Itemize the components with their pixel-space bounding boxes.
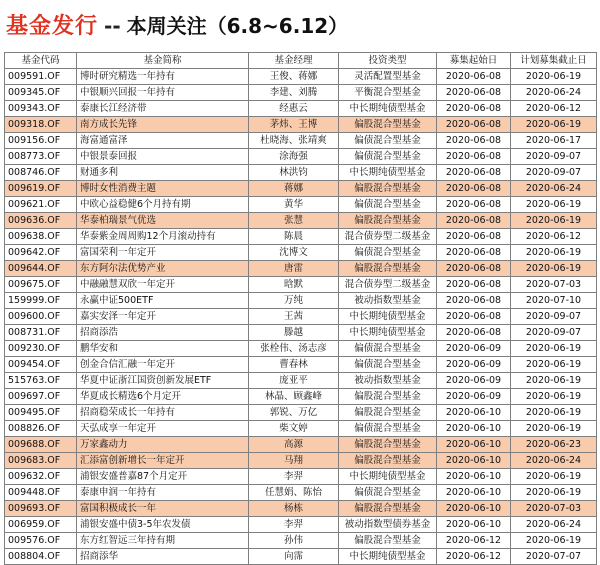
fund-manager-cell: 马翔 bbox=[249, 453, 339, 469]
fund-manager-cell: 张栓伟、汤志彦 bbox=[249, 341, 339, 357]
fund-type-cell: 混合债券型二级基金 bbox=[339, 229, 437, 245]
column-header-name: 基金简称 bbox=[77, 53, 249, 69]
fund-name-cell: 南方成长先锋 bbox=[77, 117, 249, 133]
fund-manager-cell: 蒋娜 bbox=[249, 181, 339, 197]
fund-table bbox=[4, 52, 597, 565]
fund-manager-cell: 晗默 bbox=[249, 277, 339, 293]
fund-type-cell: 偏股混合型基金 bbox=[339, 533, 437, 549]
table-body bbox=[5, 69, 597, 565]
start-date-cell: 2020-06-08 bbox=[437, 325, 511, 341]
fund-type-cell: 偏债混合型基金 bbox=[339, 197, 437, 213]
fund-manager-cell: 林洪钧 bbox=[249, 165, 339, 181]
fund-type-cell: 偏股混合型基金 bbox=[339, 181, 437, 197]
fund-name-cell: 鹏华安和 bbox=[77, 341, 249, 357]
fund-manager-cell: 李建、刘腾 bbox=[249, 85, 339, 101]
fund-type-cell: 中长期纯债型基金 bbox=[339, 309, 437, 325]
column-header-type: 投资类型 bbox=[339, 53, 437, 69]
start-date-cell: 2020-06-08 bbox=[437, 133, 511, 149]
fund-manager-cell: 唐雷 bbox=[249, 261, 339, 277]
table-row bbox=[5, 213, 597, 229]
fund-code-cell: 009693.OF bbox=[5, 501, 77, 517]
fund-type-cell: 偏股混合型基金 bbox=[339, 453, 437, 469]
table-row bbox=[5, 293, 597, 309]
table-row bbox=[5, 357, 597, 373]
fund-manager-cell: 茅炜、王博 bbox=[249, 117, 339, 133]
fund-name-cell: 招商添华 bbox=[77, 549, 249, 565]
fund-manager-cell: 王俊、蒋娜 bbox=[249, 69, 339, 85]
end-date-cell: 2020-07-07 bbox=[511, 549, 597, 565]
fund-code-cell: 009591.OF bbox=[5, 69, 77, 85]
start-date-cell: 2020-06-08 bbox=[437, 229, 511, 245]
table-row bbox=[5, 373, 597, 389]
fund-type-cell: 中长期纯债型基金 bbox=[339, 549, 437, 565]
fund-name-cell: 华泰紫金周周购12个月滚动持有 bbox=[77, 229, 249, 245]
fund-type-cell: 偏债混合型基金 bbox=[339, 341, 437, 357]
fund-manager-cell: 曹春林 bbox=[249, 357, 339, 373]
table-row bbox=[5, 229, 597, 245]
fund-code-cell: 009454.OF bbox=[5, 357, 77, 373]
start-date-cell: 2020-06-08 bbox=[437, 261, 511, 277]
fund-code-cell: 009156.OF bbox=[5, 133, 77, 149]
table-row bbox=[5, 181, 597, 197]
end-date-cell: 2020-07-10 bbox=[511, 293, 597, 309]
fund-type-cell: 偏股混合型基金 bbox=[339, 501, 437, 517]
end-date-cell: 2020-06-19 bbox=[511, 533, 597, 549]
table-row bbox=[5, 405, 597, 421]
fund-manager-cell: 杨栋 bbox=[249, 501, 339, 517]
fund-type-cell: 偏股混合型基金 bbox=[339, 117, 437, 133]
end-date-cell: 2020-06-19 bbox=[511, 373, 597, 389]
end-date-cell: 2020-06-19 bbox=[511, 469, 597, 485]
start-date-cell: 2020-06-08 bbox=[437, 69, 511, 85]
table-header-row bbox=[5, 53, 597, 69]
end-date-cell: 2020-09-07 bbox=[511, 165, 597, 181]
fund-code-cell: 008826.OF bbox=[5, 421, 77, 437]
fund-type-cell: 中长期纯债型基金 bbox=[339, 165, 437, 181]
start-date-cell: 2020-06-10 bbox=[437, 453, 511, 469]
column-header-manager: 基金经理 bbox=[249, 53, 339, 69]
fund-name-cell: 招商稳荣成长一年持有 bbox=[77, 405, 249, 421]
fund-name-cell: 中银景泰回报 bbox=[77, 149, 249, 165]
fund-manager-cell: 高源 bbox=[249, 437, 339, 453]
fund-name-cell: 浦银安盛中债3-5年农发债 bbox=[77, 517, 249, 533]
start-date-cell: 2020-06-10 bbox=[437, 421, 511, 437]
end-date-cell: 2020-06-17 bbox=[511, 133, 597, 149]
table-row bbox=[5, 117, 597, 133]
start-date-cell: 2020-06-08 bbox=[437, 117, 511, 133]
fund-code-cell: 009675.OF bbox=[5, 277, 77, 293]
fund-manager-cell: 沈博文 bbox=[249, 245, 339, 261]
end-date-cell: 2020-06-19 bbox=[511, 197, 597, 213]
fund-name-cell: 华夏成长精选6个月定开 bbox=[77, 389, 249, 405]
start-date-cell: 2020-06-09 bbox=[437, 357, 511, 373]
fund-type-cell: 偏债混合型基金 bbox=[339, 421, 437, 437]
fund-type-cell: 偏股混合型基金 bbox=[339, 437, 437, 453]
fund-code-cell: 009621.OF bbox=[5, 197, 77, 213]
fund-type-cell: 偏股混合型基金 bbox=[339, 389, 437, 405]
start-date-cell: 2020-06-08 bbox=[437, 213, 511, 229]
end-date-cell: 2020-06-12 bbox=[511, 229, 597, 245]
table-row bbox=[5, 469, 597, 485]
fund-type-cell: 灵活配置型基金 bbox=[339, 69, 437, 85]
fund-manager-cell: 涂海强 bbox=[249, 149, 339, 165]
fund-name-cell: 浦银安盛普嘉87个月定开 bbox=[77, 469, 249, 485]
end-date-cell: 2020-06-19 bbox=[511, 117, 597, 133]
start-date-cell: 2020-06-08 bbox=[437, 181, 511, 197]
title-main: 基金发行 bbox=[6, 14, 99, 39]
table-row bbox=[5, 453, 597, 469]
fund-type-cell: 偏债混合型基金 bbox=[339, 245, 437, 261]
fund-code-cell: 009576.OF bbox=[5, 533, 77, 549]
fund-name-cell: 华夏中证浙江国资创新发展ETF bbox=[77, 373, 249, 389]
fund-code-cell: 009495.OF bbox=[5, 405, 77, 421]
fund-code-cell: 009318.OF bbox=[5, 117, 77, 133]
end-date-cell: 2020-06-19 bbox=[511, 421, 597, 437]
fund-code-cell: 009619.OF bbox=[5, 181, 77, 197]
fund-name-cell: 东方阿尔法优势产业 bbox=[77, 261, 249, 277]
fund-type-cell: 被动指数型基金 bbox=[339, 293, 437, 309]
table-row bbox=[5, 245, 597, 261]
fund-type-cell: 偏债混合型基金 bbox=[339, 133, 437, 149]
table-row bbox=[5, 485, 597, 501]
fund-name-cell: 中欧心益稳健6个月持有期 bbox=[77, 197, 249, 213]
start-date-cell: 2020-06-09 bbox=[437, 389, 511, 405]
end-date-cell: 2020-07-03 bbox=[511, 501, 597, 517]
fund-name-cell: 天弘成享一年定开 bbox=[77, 421, 249, 437]
end-date-cell: 2020-06-19 bbox=[511, 69, 597, 85]
fund-name-cell: 泰康长江经济带 bbox=[77, 101, 249, 117]
start-date-cell: 2020-06-08 bbox=[437, 101, 511, 117]
start-date-cell: 2020-06-08 bbox=[437, 197, 511, 213]
fund-type-cell: 平衡混合型基金 bbox=[339, 85, 437, 101]
fund-code-cell: 009688.OF bbox=[5, 437, 77, 453]
fund-name-cell: 博时女性消费主题 bbox=[77, 181, 249, 197]
fund-code-cell: 008746.OF bbox=[5, 165, 77, 181]
end-date-cell: 2020-06-19 bbox=[511, 245, 597, 261]
fund-code-cell: 009448.OF bbox=[5, 485, 77, 501]
table-row bbox=[5, 309, 597, 325]
fund-code-cell: 009697.OF bbox=[5, 389, 77, 405]
fund-manager-cell: 张慧 bbox=[249, 213, 339, 229]
fund-manager-cell: 杜晓海、张靖爽 bbox=[249, 133, 339, 149]
fund-name-cell: 万家鑫动力 bbox=[77, 437, 249, 453]
end-date-cell: 2020-06-19 bbox=[511, 261, 597, 277]
start-date-cell: 2020-06-08 bbox=[437, 293, 511, 309]
start-date-cell: 2020-06-08 bbox=[437, 165, 511, 181]
table-row bbox=[5, 69, 597, 85]
fund-name-cell: 博时研究精选一年持有 bbox=[77, 69, 249, 85]
fund-code-cell: 009642.OF bbox=[5, 245, 77, 261]
fund-type-cell: 偏股混合型基金 bbox=[339, 261, 437, 277]
table-row bbox=[5, 85, 597, 101]
fund-type-cell: 偏股混合型基金 bbox=[339, 405, 437, 421]
fund-name-cell: 富国积极成长一年 bbox=[77, 501, 249, 517]
fund-manager-cell: 经惠云 bbox=[249, 101, 339, 117]
start-date-cell: 2020-06-12 bbox=[437, 533, 511, 549]
fund-code-cell: 009343.OF bbox=[5, 101, 77, 117]
fund-code-cell: 009230.OF bbox=[5, 341, 77, 357]
start-date-cell: 2020-06-10 bbox=[437, 485, 511, 501]
fund-type-cell: 偏债混合型基金 bbox=[339, 149, 437, 165]
fund-name-cell: 华泰柏瑞景气优选 bbox=[77, 213, 249, 229]
start-date-cell: 2020-06-10 bbox=[437, 405, 511, 421]
table-row bbox=[5, 437, 597, 453]
start-date-cell: 2020-06-08 bbox=[437, 245, 511, 261]
table-row bbox=[5, 549, 597, 565]
fund-code-cell: 006959.OF bbox=[5, 517, 77, 533]
table-row bbox=[5, 261, 597, 277]
start-date-cell: 2020-06-09 bbox=[437, 373, 511, 389]
fund-name-cell: 海富通富泽 bbox=[77, 133, 249, 149]
fund-name-cell: 永赢中证500ETF bbox=[77, 293, 249, 309]
end-date-cell: 2020-06-23 bbox=[511, 437, 597, 453]
fund-name-cell: 泰康申润一年持有 bbox=[77, 485, 249, 501]
fund-name-cell: 中融融慧双欣一年定开 bbox=[77, 277, 249, 293]
end-date-cell: 2020-06-24 bbox=[511, 453, 597, 469]
fund-code-cell: 008804.OF bbox=[5, 549, 77, 565]
fund-name-cell: 招商添浩 bbox=[77, 325, 249, 341]
start-date-cell: 2020-06-10 bbox=[437, 501, 511, 517]
end-date-cell: 2020-06-24 bbox=[511, 517, 597, 533]
fund-code-cell: 009600.OF bbox=[5, 309, 77, 325]
end-date-cell: 2020-06-12 bbox=[511, 101, 597, 117]
table-row bbox=[5, 421, 597, 437]
page-title bbox=[6, 8, 348, 44]
end-date-cell: 2020-06-19 bbox=[511, 341, 597, 357]
fund-name-cell: 财通多利 bbox=[77, 165, 249, 181]
fund-manager-cell: 向霈 bbox=[249, 549, 339, 565]
fund-code-cell: 009644.OF bbox=[5, 261, 77, 277]
fund-code-cell: 008731.OF bbox=[5, 325, 77, 341]
start-date-cell: 2020-06-08 bbox=[437, 85, 511, 101]
end-date-cell: 2020-07-03 bbox=[511, 277, 597, 293]
table-row bbox=[5, 389, 597, 405]
fund-type-cell: 中长期纯债型基金 bbox=[339, 325, 437, 341]
start-date-cell: 2020-06-12 bbox=[437, 549, 511, 565]
end-date-cell: 2020-09-07 bbox=[511, 325, 597, 341]
fund-type-cell: 中长期纯债型基金 bbox=[339, 101, 437, 117]
end-date-cell: 2020-09-07 bbox=[511, 149, 597, 165]
fund-manager-cell: 林晶、顾鑫峰 bbox=[249, 389, 339, 405]
fund-manager-cell: 滕越 bbox=[249, 325, 339, 341]
fund-name-cell: 东方红智远三年持有期 bbox=[77, 533, 249, 549]
fund-type-cell: 被动指数型债券基金 bbox=[339, 517, 437, 533]
fund-code-cell: 009345.OF bbox=[5, 85, 77, 101]
column-header-end: 计划募集截止日 bbox=[511, 53, 597, 69]
start-date-cell: 2020-06-10 bbox=[437, 437, 511, 453]
column-header-code: 基金代码 bbox=[5, 53, 77, 69]
end-date-cell: 2020-06-19 bbox=[511, 213, 597, 229]
end-date-cell: 2020-09-07 bbox=[511, 309, 597, 325]
start-date-cell: 2020-06-08 bbox=[437, 149, 511, 165]
fund-manager-cell: 柴文婷 bbox=[249, 421, 339, 437]
fund-code-cell: 009638.OF bbox=[5, 229, 77, 245]
table-row bbox=[5, 197, 597, 213]
table-row bbox=[5, 149, 597, 165]
table-row bbox=[5, 277, 597, 293]
fund-type-cell: 中长期纯债型基金 bbox=[339, 469, 437, 485]
start-date-cell: 2020-06-08 bbox=[437, 309, 511, 325]
title-sub: 本周关注（6.8~6.12） bbox=[126, 14, 349, 38]
table-row bbox=[5, 501, 597, 517]
fund-code-cell: 009636.OF bbox=[5, 213, 77, 229]
title-separator: -- bbox=[104, 14, 121, 38]
fund-type-cell: 混合债券型二级基金 bbox=[339, 277, 437, 293]
fund-type-cell: 偏债混合型基金 bbox=[339, 357, 437, 373]
fund-manager-cell: 王茜 bbox=[249, 309, 339, 325]
end-date-cell: 2020-06-19 bbox=[511, 389, 597, 405]
table-row bbox=[5, 533, 597, 549]
fund-code-cell: 515763.OF bbox=[5, 373, 77, 389]
fund-name-cell: 创金合信汇融一年定开 bbox=[77, 357, 249, 373]
fund-manager-cell: 郭锐、万亿 bbox=[249, 405, 339, 421]
fund-name-cell: 富国荣利一年定开 bbox=[77, 245, 249, 261]
column-header-start: 募集起始日 bbox=[437, 53, 511, 69]
fund-manager-cell: 万纯 bbox=[249, 293, 339, 309]
fund-type-cell: 偏股混合型基金 bbox=[339, 213, 437, 229]
fund-manager-cell: 陈晨 bbox=[249, 229, 339, 245]
fund-code-cell: 009632.OF bbox=[5, 469, 77, 485]
start-date-cell: 2020-06-09 bbox=[437, 341, 511, 357]
fund-manager-cell: 任慧娟、陈怡 bbox=[249, 485, 339, 501]
table-row bbox=[5, 133, 597, 149]
fund-manager-cell: 李羿 bbox=[249, 469, 339, 485]
end-date-cell: 2020-06-19 bbox=[511, 405, 597, 421]
fund-type-cell: 被动指数型基金 bbox=[339, 373, 437, 389]
fund-code-cell: 159999.OF bbox=[5, 293, 77, 309]
fund-name-cell: 汇添富创新增长一年定开 bbox=[77, 453, 249, 469]
fund-code-cell: 009683.OF bbox=[5, 453, 77, 469]
table-row bbox=[5, 101, 597, 117]
fund-manager-cell: 庞亚平 bbox=[249, 373, 339, 389]
end-date-cell: 2020-06-24 bbox=[511, 181, 597, 197]
end-date-cell: 2020-06-24 bbox=[511, 85, 597, 101]
end-date-cell: 2020-06-19 bbox=[511, 485, 597, 501]
fund-type-cell: 偏债混合型基金 bbox=[339, 485, 437, 501]
fund-manager-cell: 李羿 bbox=[249, 517, 339, 533]
fund-name-cell: 嘉实安泽一年定开 bbox=[77, 309, 249, 325]
start-date-cell: 2020-06-10 bbox=[437, 517, 511, 533]
start-date-cell: 2020-06-10 bbox=[437, 469, 511, 485]
start-date-cell: 2020-06-08 bbox=[437, 277, 511, 293]
fund-manager-cell: 孙伟 bbox=[249, 533, 339, 549]
table-row bbox=[5, 165, 597, 181]
table-row bbox=[5, 517, 597, 533]
table-row bbox=[5, 325, 597, 341]
fund-code-cell: 008773.OF bbox=[5, 149, 77, 165]
fund-name-cell: 中银顺兴回报一年持有 bbox=[77, 85, 249, 101]
fund-manager-cell: 黄华 bbox=[249, 197, 339, 213]
end-date-cell: 2020-06-19 bbox=[511, 357, 597, 373]
table-row bbox=[5, 341, 597, 357]
